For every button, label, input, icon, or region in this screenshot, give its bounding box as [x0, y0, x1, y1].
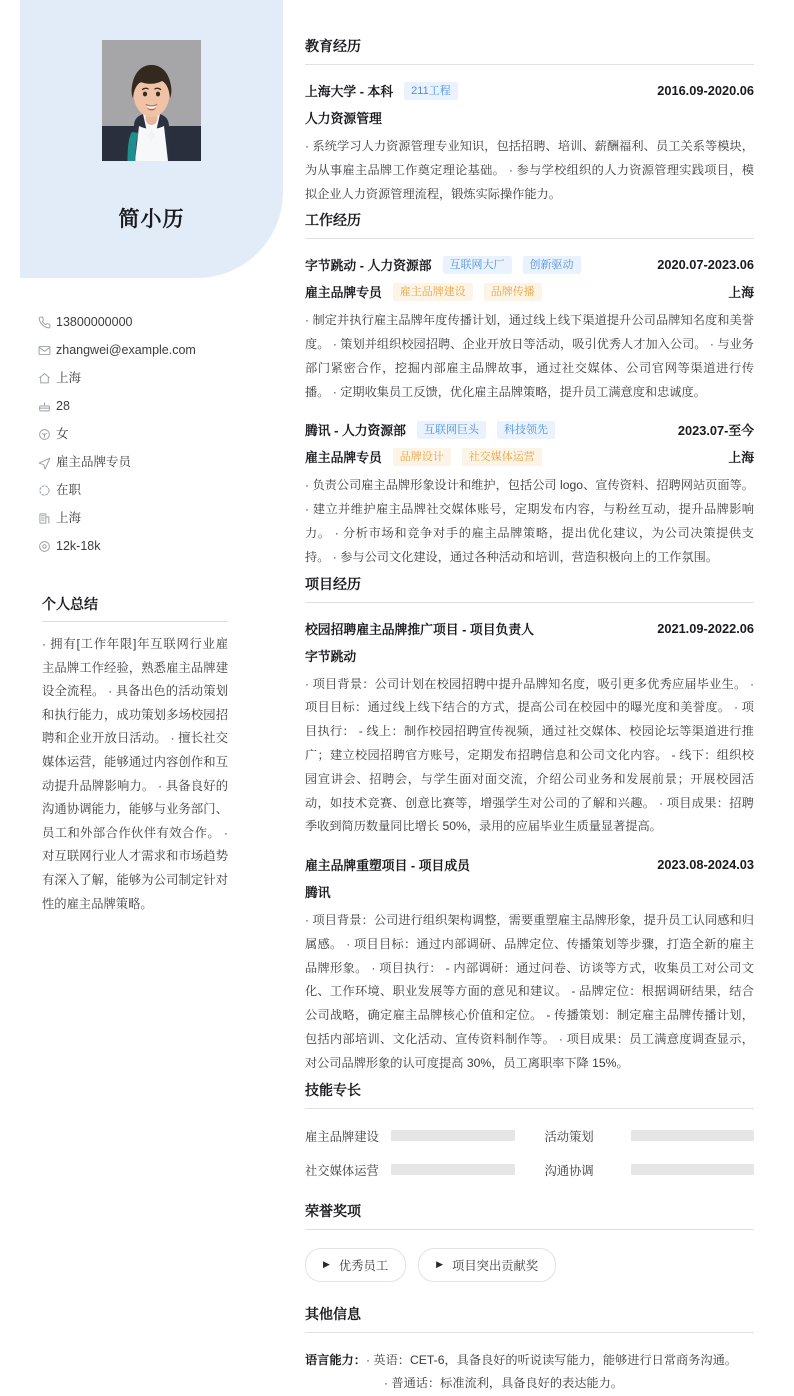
- contact-row: [38, 336, 268, 364]
- skills-section: [305, 1080, 754, 1179]
- company-tag: 创新驱动: [523, 256, 581, 274]
- education-title: 教育经历: [305, 36, 754, 65]
- project-company: 字节跳动: [305, 648, 357, 664]
- target-job-icon: [38, 456, 56, 469]
- skill-item: [305, 1127, 515, 1145]
- work-entry-header: [305, 255, 754, 274]
- position-name: 雇主品牌专员: [305, 450, 382, 466]
- skills-title: 技能专长: [305, 1080, 754, 1109]
- work-position-row: [305, 282, 754, 301]
- project-name: 校园招聘雇主品牌推广项目 - 项目负责人: [305, 621, 534, 637]
- company-tag: 互联网巨头: [417, 421, 486, 439]
- work-date: 2023.07-至今: [677, 423, 754, 439]
- honor-label: 项目突出贡献奖: [452, 1258, 539, 1273]
- work-section: [305, 210, 754, 569]
- skill-progress-track: [631, 1130, 755, 1141]
- skill-item: [545, 1161, 755, 1179]
- project-entry-header: [305, 619, 754, 638]
- project-company-row: [305, 646, 754, 665]
- phone-icon: [38, 316, 56, 329]
- work-title: 工作经历: [305, 210, 754, 239]
- contact-row: [38, 504, 268, 532]
- summary-body: · 拥有[工作年限]年互联网行业雇主品牌工作经验，熟悉雇主品牌建设全流程。 · 具备出色的活动策划和执行能力，成功策划多场校园招聘和企业开放日活动。 · 擅长社交媒体运营，能够通过内容创作和互动提升品牌影响力。 · 具备良好的沟通协调能力，能够与业务部门、员工和外部合作伙伴有效合作。 · 对互联网行业人才需求和市场趋势有深入了解，能够为公司制定针对性的雇主品牌策略。: [42, 637, 228, 911]
- company-tag: 科技领先: [497, 421, 555, 439]
- contact-row: [38, 308, 268, 336]
- school-name: 上海大学 - 本科: [305, 84, 394, 99]
- work-entry: [305, 239, 754, 404]
- cake-icon: [38, 400, 56, 413]
- position-name: 雇主品牌专员: [305, 285, 382, 301]
- contact-value: 28: [56, 398, 70, 413]
- honors-title: 荣誉奖项: [305, 1201, 754, 1230]
- company-name: 腾讯 - 人力资源部: [305, 423, 406, 439]
- project-company: 腾讯: [305, 885, 331, 901]
- language-lines: [366, 1349, 754, 1396]
- work-description: · 制定并执行雇主品牌年度传播计划，通过线上线下渠道提升公司品牌知名度和美誉度。 · 策划并组织校园招聘、企业开放日等活动，吸引优秀人才加入公司。 · 与业务部门紧密合作，挖掘内部雇主品牌故事，通过社交媒体、公司官网等渠道进行传播。 · 定期收集员工反馈，优化雇主品牌策略，提升员工满意度和忠诚度。: [305, 313, 754, 399]
- personal-summary-section: [42, 594, 228, 916]
- education-major-row: [305, 108, 754, 127]
- contact-value: 13800000000: [56, 314, 133, 329]
- position-tag: 品牌传播: [484, 283, 542, 301]
- other-info-title: 其他信息: [305, 1304, 754, 1333]
- project-entry: [305, 839, 754, 1075]
- status-icon: [38, 484, 56, 497]
- salary-icon: [38, 540, 56, 553]
- contact-row: [38, 476, 268, 504]
- skill-label: 社交媒体运营: [305, 1163, 379, 1178]
- play-triangle-icon: ▶: [323, 1259, 330, 1270]
- contact-row: [38, 532, 268, 560]
- education-section: [305, 36, 754, 206]
- work-location: 上海: [728, 450, 754, 466]
- projects-section: [305, 574, 754, 1076]
- other-info-section: [305, 1304, 754, 1396]
- major-name: 人力资源管理: [305, 111, 382, 126]
- gender-icon: [38, 428, 56, 441]
- city-icon: [38, 512, 56, 525]
- projects-title: 项目经历: [305, 574, 754, 603]
- project-entry: [305, 603, 754, 839]
- work-position-row: [305, 447, 754, 466]
- project-company-row: [305, 882, 754, 901]
- education-date: 2016.09-2020.06: [657, 83, 754, 98]
- summary-title: 个人总结: [42, 594, 228, 622]
- skills-grid: [305, 1109, 754, 1179]
- contact-value: 12k-18k: [56, 538, 101, 553]
- work-entry: [305, 404, 754, 569]
- work-date: 2020.07-2023.06: [657, 257, 754, 273]
- position-tag: 雇主品牌建设: [393, 283, 473, 301]
- skill-label: 雇主品牌建设: [305, 1129, 379, 1144]
- position-tag: 社交媒体运营: [462, 448, 542, 466]
- honors-section: [305, 1201, 754, 1282]
- profile-header: [20, 0, 283, 278]
- skill-progress-track: [391, 1130, 515, 1141]
- contact-row: [38, 364, 268, 392]
- contact-value: 上海: [56, 370, 82, 385]
- work-entry-header: [305, 420, 754, 439]
- education-tag: 211工程: [404, 82, 458, 100]
- project-date: 2021.09-2022.06: [657, 620, 754, 636]
- main-column: [283, 0, 794, 1391]
- education-description: · 系统学习人力资源管理专业知识，包括招聘、培训、薪酬福利、员工关系等模块，为从事雇主品牌工作奠定理论基础。 · 参与学校组织的人力资源管理实践项目，模拟企业人力资源管理流程，锻炼实际操作能力。: [305, 139, 754, 201]
- language-label: 语言能力：: [305, 1352, 366, 1367]
- work-description: · 负责公司雇主品牌形象设计和维护，包括公司 logo、宣传资料、招聘网站页面等。 · 建立并维护雇主品牌社交媒体账号，定期发布内容，与粉丝互动，提升品牌影响力。 · 分析市场和竞争对手的雇主品牌策略，提出优化建议，为公司决策提供支持。 · 参与公司文化建设，通过各种活动和培训，营造积极向上的工作氛围。: [305, 478, 754, 564]
- company-name: 字节跳动 - 人力资源部: [305, 258, 432, 274]
- contact-value: 上海: [56, 510, 82, 525]
- contact-value: 在职: [56, 482, 82, 497]
- language-line: · 英语：CET-6，具备良好的听说读写能力，能够进行日常商务沟通。: [365, 1352, 737, 1367]
- contact-value: zhangwei@example.com: [56, 342, 196, 357]
- project-description: · 项目背景：公司进行组织架构调整，需要重塑雇主品牌形象，提升员工认同感和归属感。 · 项目目标：通过内部调研、品牌定位、传播策划等步骤，打造全新的雇主品牌形象。 · 项目执行： - 内部调研：通过问卷、访谈等方式，收集员工对公司文化、工作环境、职业发展等方面的意见和建议。 - 品牌定位：根据调研结果，结合公司战略，确定雇主品牌核心价值和定位。 - 传播策划：制定雇主品牌传播计划，包括内部培训、文化活动、宣传资料制作等。 · 项目成果：员工满意度调查显示，对公司品牌形象的认可度提高 30%，员工离职率下降 15%。: [305, 913, 754, 1070]
- skill-item: [545, 1127, 755, 1145]
- language-ability-block: [305, 1333, 754, 1396]
- home-icon: [38, 372, 56, 385]
- education-entry-header: [305, 81, 754, 100]
- project-entry-header: [305, 855, 754, 874]
- skill-label: 沟通协调: [544, 1163, 594, 1178]
- avatar: [102, 40, 201, 161]
- skill-progress-track: [391, 1164, 515, 1175]
- contact-value: 女: [56, 426, 69, 441]
- skill-item: [305, 1161, 515, 1179]
- language-line: · 普通话：标准流利，具备良好的表达能力。: [383, 1376, 623, 1391]
- contact-row: [38, 420, 268, 448]
- honor-pill[interactable]: [305, 1248, 406, 1282]
- email-icon: [38, 344, 56, 357]
- contact-row: [38, 448, 268, 476]
- skill-label: 活动策划: [544, 1129, 594, 1144]
- company-tag: 互联网大厂: [443, 256, 512, 274]
- project-description: · 项目背景：公司计划在校园招聘中提升品牌知名度，吸引更多优秀应届毕业生。 · 项目目标：通过线上线下结合的方式，提高公司在校园中的曝光度和美誉度。 · 项目执行： - 线上：制作校园招聘宣传视频，通过社交媒体、校园论坛等渠道进行推广；建立校园招聘官方账号，定期发布招聘信息和公司文化内容。 - 线下：组织校园宣讲会、招聘会，与学生面对面交流，介绍公司业务和发展前景；开展校园活动，如技术竞赛、创意比赛等，增强学生对公司的了解和兴趣。 · 项目成果：招聘季收到简历数量同比增长 50%，录用的应届毕业生质量显著提高。: [305, 676, 754, 834]
- honor-pill[interactable]: [418, 1248, 556, 1282]
- play-triangle-icon: ▶: [436, 1259, 444, 1270]
- honor-label: 优秀员工: [338, 1258, 389, 1273]
- position-tag: 品牌设计: [393, 448, 451, 466]
- contact-value: 雇主品牌专员: [56, 454, 132, 469]
- contact-row: [38, 392, 268, 420]
- honors-list: [305, 1230, 754, 1282]
- sidebar: [0, 0, 283, 1326]
- skill-progress-track: [631, 1164, 755, 1175]
- project-date: 2023.08-2024.03: [657, 857, 754, 873]
- work-location: 上海: [728, 285, 754, 301]
- profile-name: 简小历: [118, 208, 185, 231]
- project-name: 雇主品牌重塑项目 - 项目成员: [305, 858, 470, 874]
- contact-list: [38, 308, 268, 560]
- education-entry: [305, 65, 754, 206]
